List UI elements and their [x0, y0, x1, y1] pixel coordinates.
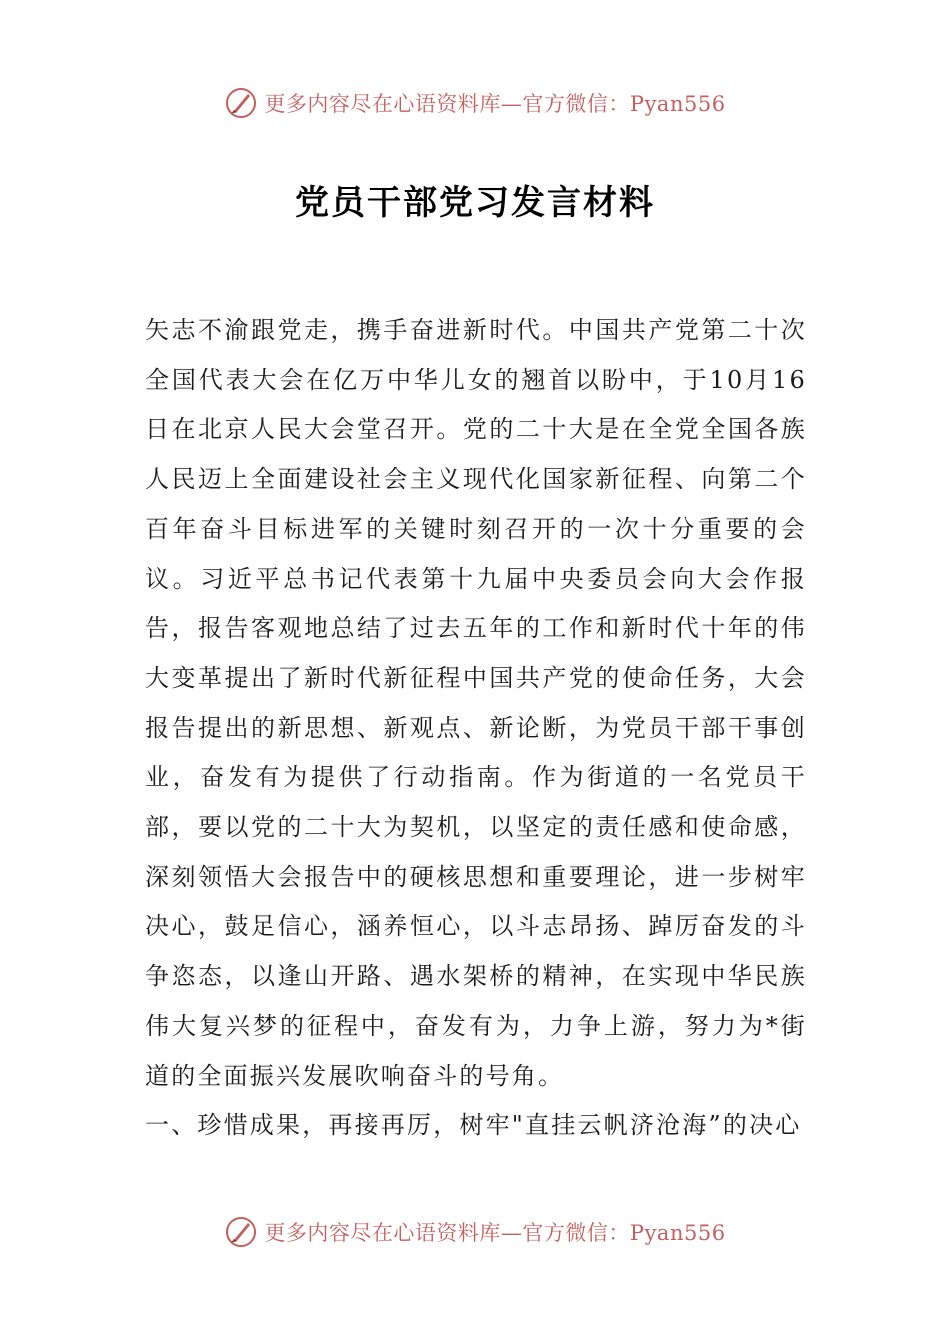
section-heading: 一、珍惜成果，再接再厉，树牢"直挂云帆济沧海”的决心	[145, 1111, 802, 1139]
watermark-footer	[0, 1212, 950, 1252]
watermark-text: 更多内容尽在心语资料库—官方微信：Pyan556	[264, 1221, 726, 1245]
document-title: 党员干部党习发言材料	[295, 183, 655, 223]
quill-pen-icon	[224, 1215, 258, 1249]
watermark-text: 更多内容尽在心语资料库—官方微信：Pyan556	[264, 92, 726, 116]
body-paragraph: 矢志不渝跟党走，携手奋进新时代。中国共产党第二十次全国代表大会在亿万中华儿女的翘首以盼中，于10月16日在北京人民大会堂召开。党的二十大是在全党全国各族人民迈上全面建设社会主义现代化国家新征程、向第二个百年奋斗目标进军的关键时刻召开的一次十分重要的会议。习近平总书记代表第十九届中央委员会向大会作报告，报告客观地总结了过去五年的工作和新时代十年的伟大变革提出了新时代新征程中国共产党的使命任务，大会报告提出的新思想、新观点、新论断，为党员干部干事创业，奋发有为提供了行动指南。作为街道的一名党员干部，要以党的二十大为契机，以坚定的责任感和使命感，深刻领悟大会报告中的硬核思想和重要理论，进一步树牢决心，鼓足信心，涵养恒心，以斗志昂扬、踔厉奋发的斗争恣态，以逢山开路、遇水架桥的精神，在实现中华民族伟大复兴梦的征程中，奋发有为，力争上游，努力为*街道的全面振兴发展吹响奋斗的号角。	[145, 316, 807, 1090]
quill-pen-icon	[224, 86, 258, 120]
watermark-header	[0, 83, 950, 123]
